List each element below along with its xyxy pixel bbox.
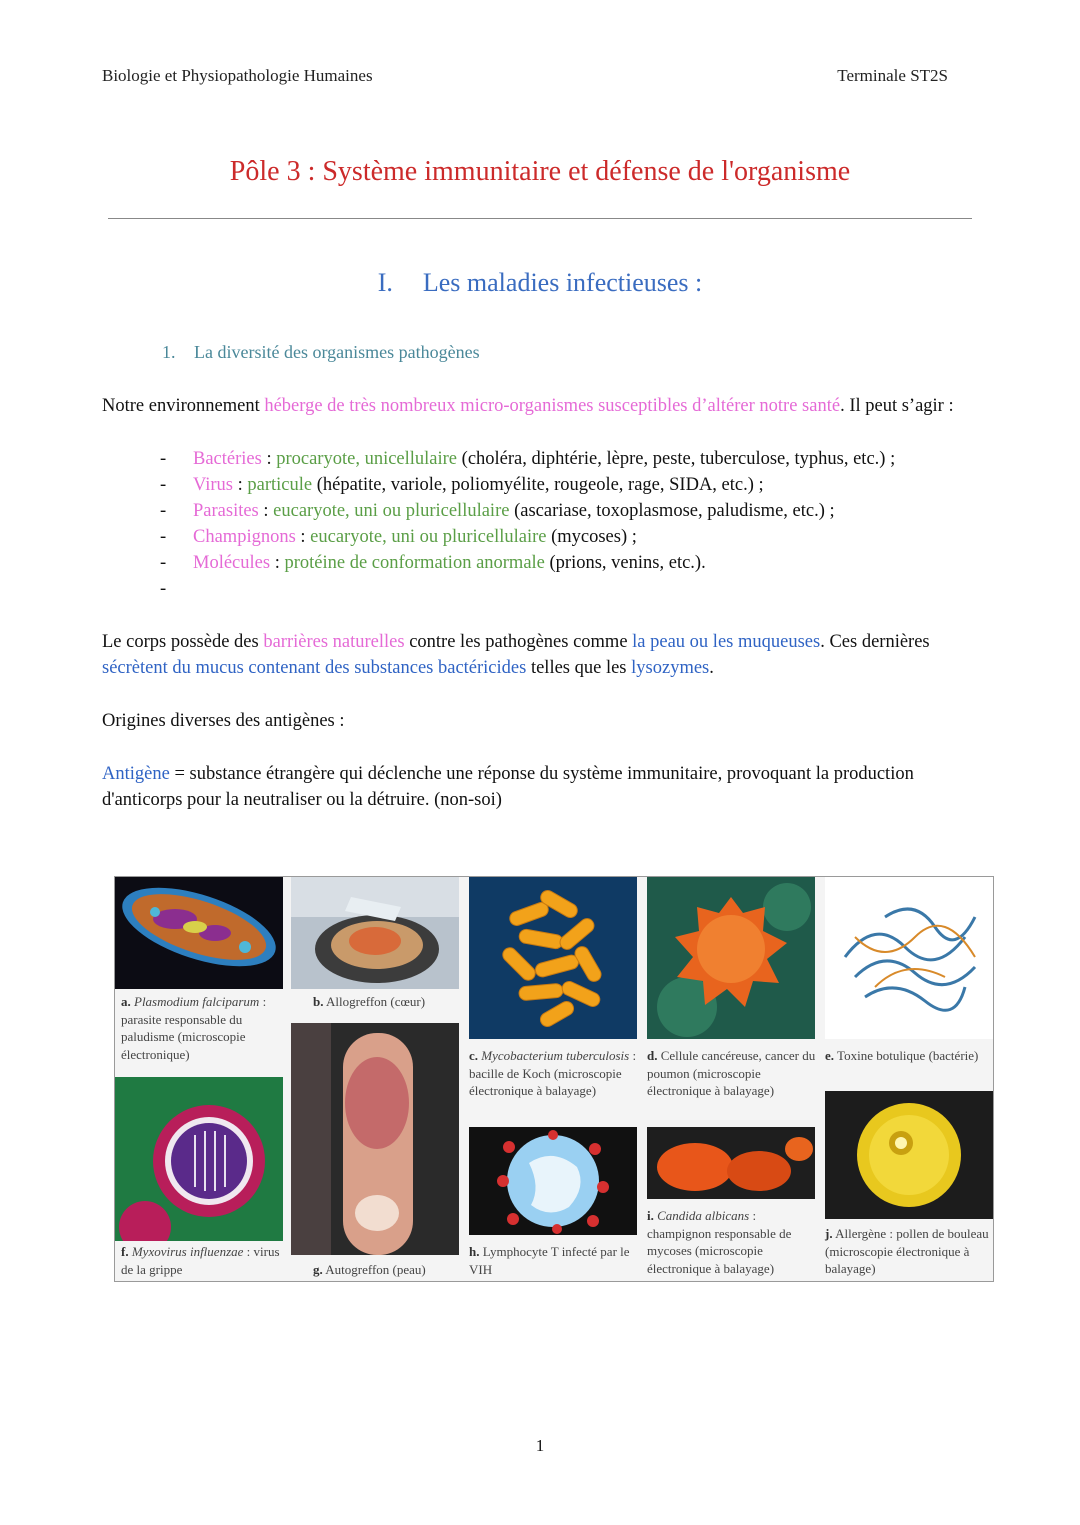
subsection-number: 1. xyxy=(162,342,176,362)
influenza-virus-image xyxy=(115,1077,283,1241)
caption-c: c. Mycobacterium tuberculosis : bacille de Koch (microscopie électronique à balayage) xyxy=(469,1048,637,1098)
section-label: Les maladies infectieuses : xyxy=(422,268,703,297)
antigen-definition: Antigène = substance étrangère qui déclenche une réponse du système immunitaire, provoquant la production d'anticorps pour la neutraliser ou la détruire. (non-soi) xyxy=(102,764,914,810)
list-item: - Parasites : eucaryote, uni ou pluricellulaire (ascariase, toxoplasmose, paludisme, etc.) ; xyxy=(160,501,835,521)
header-right: Terminale ST2S xyxy=(837,66,948,85)
caption-g: g. Autogreffon (peau) xyxy=(313,1262,426,1277)
section-number: I. xyxy=(377,268,393,297)
intro-highlight: héberge de très nombreux micro-organismes susceptibles d’altérer notre santé xyxy=(264,396,841,416)
antigen-term: Antigène xyxy=(102,764,170,784)
allograft-heart-image xyxy=(291,877,459,989)
section-heading xyxy=(0,268,1080,298)
caption-i: i. Candida albicans : champignon responsable de mycoses (microscopie électronique à balayage) xyxy=(647,1208,792,1276)
caption-f: f. Myxovirus influenzae : virus de la grippe xyxy=(121,1244,280,1277)
botulinum-toxin-image xyxy=(825,877,993,1039)
caption-h: h. Lymphocyte T infecté par le VIH xyxy=(469,1244,630,1277)
antigen-figure xyxy=(114,876,994,1282)
barriers-paragraph: Le corps possède des barrières naturelles contre les pathogènes comme la peau ou les muqueuses. Ces dernières sécrètent du mucus contenant des substances bactéricides telles que les lysozymes. xyxy=(102,632,930,678)
intro-paragraph: Notre environnement héberge de très nombreux micro-organismes susceptibles d’altérer notre santé. Il peut s’agir : xyxy=(102,396,954,416)
cancer-cell-image xyxy=(647,877,815,1039)
mycobacterium-image xyxy=(469,877,637,1039)
autograft-skin-image xyxy=(291,1023,459,1255)
list-item: - Molécules : protéine de conformation anormale (prions, venins, etc.). xyxy=(160,553,706,573)
caption-a: a. Plasmodium falciparum : parasite responsable du paludisme (microscopie électronique) xyxy=(121,994,267,1062)
subsection-label: La diversité des organismes pathogènes xyxy=(194,342,480,362)
page-title: Pôle 3 : Système immunitaire et défense de l'organisme xyxy=(229,156,851,187)
caption-e: e. Toxine botulique (bactérie) xyxy=(825,1048,979,1063)
caption-d: d. Cellule cancéreuse, cancer du poumon (microscopie électronique à balayage) xyxy=(647,1048,816,1098)
pathogen-list xyxy=(160,446,895,602)
candida-image xyxy=(647,1127,815,1199)
list-item: - Virus : particule (hépatite, variole, poliomyélite, rougeole, rage, SIDA, etc.) ; xyxy=(160,475,764,495)
caption-j: j. Allergène : pollen de bouleau (microscopie électronique à balayage) xyxy=(825,1226,989,1276)
header-left: Biologie et Physiopathologie Humaines xyxy=(102,66,373,85)
list-item-empty: - xyxy=(160,579,167,599)
title-divider xyxy=(108,218,972,219)
origins-heading: Origines diverses des antigènes : xyxy=(102,711,345,731)
plasmodium-image xyxy=(115,877,283,989)
list-item: - Bactéries : procaryote, unicellulaire (choléra, diphtérie, lèpre, peste, tuberculose, typhus, etc.) ; xyxy=(160,449,896,469)
birch-pollen-image xyxy=(825,1091,993,1219)
lymphocyte-hiv-image xyxy=(469,1127,637,1235)
subsection-heading xyxy=(162,342,480,363)
page-number: 1 xyxy=(535,1436,545,1455)
list-item: - Champignons : eucaryote, uni ou pluricellulaire (mycoses) ; xyxy=(160,527,637,547)
caption-b: b. Allogreffon (cœur) xyxy=(313,994,426,1009)
